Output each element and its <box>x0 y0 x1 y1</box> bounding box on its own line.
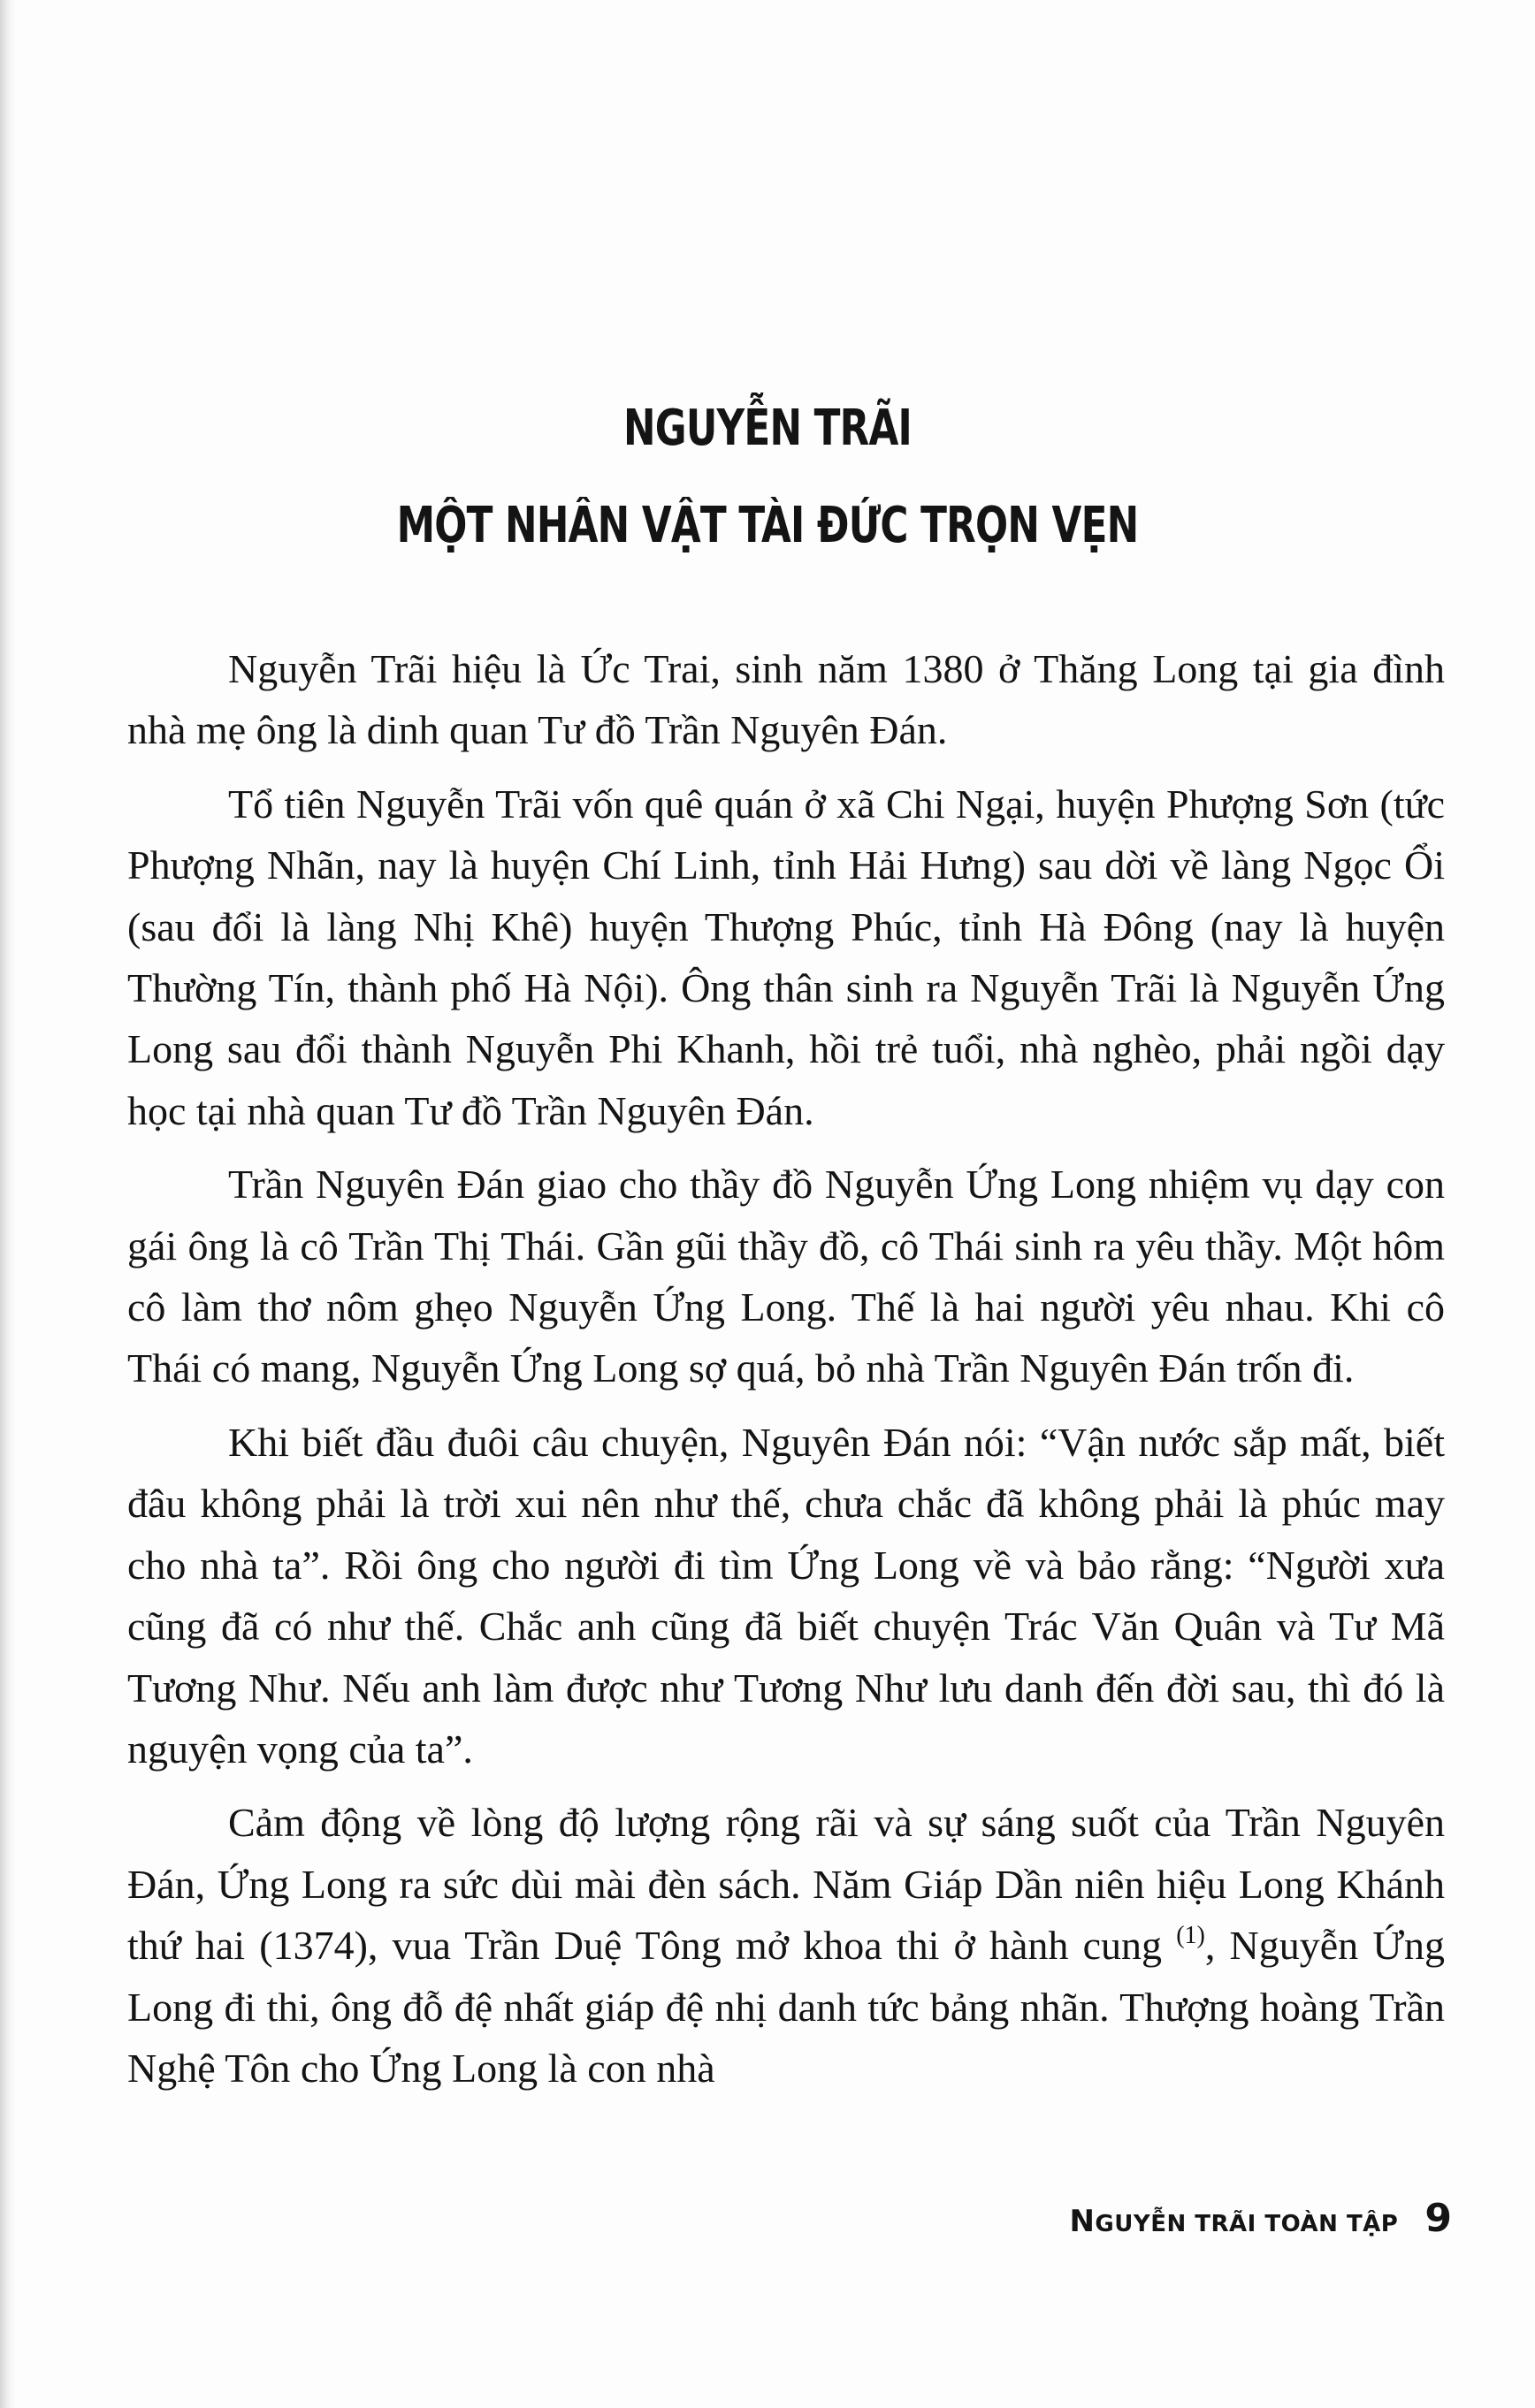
spine-shadow <box>0 0 16 2408</box>
paragraph-3: Trần Nguyên Đán giao cho thầy đồ Nguyễn Ứng Long nhiệm vụ dạy con gái ông là cô Trần Thị Thái. Gần gũi thầy đồ, cô Thái sinh ra yêu thầy. Một hôm cô làm thơ nôm ghẹo Nguyễn Ứng Long. Thế là hai người yêu nhau. Khi cô Thái có mang, Nguyễn Ứng Long sợ quá, bỏ nhà Trần Nguyên Đán trốn đi. <box>127 1162 1445 1391</box>
footnote-ref: (1) <box>1176 1922 1205 1950</box>
page-number: 9 <box>1424 2196 1452 2241</box>
footer-title-rest: GUYỄN TRÃI TOÀN TẬP <box>1095 2211 1399 2237</box>
paragraph-5-text-before: Cảm động về lòng độ lượng rộng rãi và sự sáng suốt của Trần Nguyên Đán, Ứng Long ra sức dùi mài đèn sách. Năm Giáp Dần niên hiệu Long Khánh thứ hai (1374), vua Trần Duệ Tông mở khoa thi ở hành cung <box>127 1800 1445 1969</box>
chapter-title-line-2: MỘT NHÂN VẬT TÀI ĐỨC TRỌN VẸN <box>396 497 1139 554</box>
paragraph-5-text-after: , Nguyễn Ứng Long đi thi, ông đỗ đệ nhất giáp đệ nhị danh tức bảng nhãn. Thượng hoàng Trần Nghệ Tôn cho Ứng Long là con nhà <box>127 1923 1446 2091</box>
chapter-title-line-1: NGUYỄN TRÃI <box>622 400 913 457</box>
chapter-title <box>0 380 1535 575</box>
paragraph-2: Tổ tiên Nguyễn Trãi vốn quê quán ở xã Chi Ngại, huyện Phượng Sơn (tức Phượng Nhãn, nay là huyện Chí Linh, tỉnh Hải Hưng) sau dời về làng Ngọc Ổi (sau đổi là làng Nhị Khê) huyện Thượng Phúc, tỉnh Hà Đông (nay là huyện Thường Tín, thành phố Hà Nội). Ông thân sinh ra Nguyễn Trãi là Nguyễn Ứng Long sau đổi thành Nguyễn Phi Khanh, hồi trẻ tuổi, nhà nghèo, phải ngồi dạy học tại nhà quan Tư đồ Trần Nguyên Đán. <box>127 781 1445 1133</box>
paragraph-4: Khi biết đầu đuôi câu chuyện, Nguyên Đán nói: “Vận nước sắp mất, biết đâu không phải là trời xui nên như thế, chưa chắc đã không phải là phúc may cho nhà ta”. Rồi ông cho người đi tìm Ứng Long về và bảo rằng: “Người xưa cũng đã có như thế. Chắc anh cũng đã biết chuyện Trác Văn Quân và Tư Mã Tương Như. Nếu anh làm được như Tương Như lưu danh đến đời sau, thì đó là nguyện vọng của ta”. <box>127 1419 1445 1772</box>
paragraph-5 <box>127 1792 1445 2099</box>
page-footer <box>1069 2196 1452 2241</box>
footer-book-title <box>1069 2204 1398 2239</box>
footer-title-initial: N <box>1069 2204 1096 2239</box>
body-text <box>127 638 1445 2111</box>
paragraph-1: Nguyễn Trãi hiệu là Ức Trai, sinh năm 1380 ở Thăng Long tại gia đình nhà mẹ ông là dinh quan Tư đồ Trần Nguyên Đán. <box>127 646 1445 753</box>
